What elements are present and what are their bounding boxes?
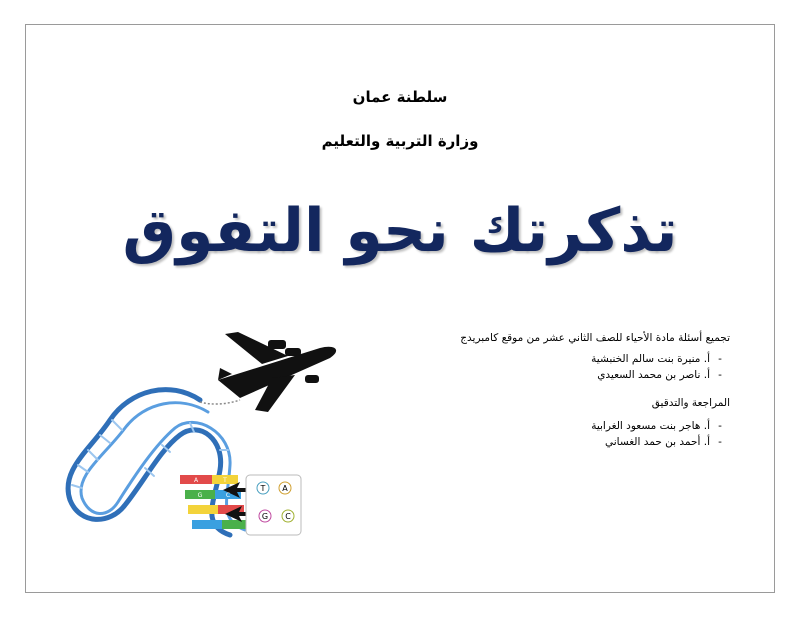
review-heading: المراجعة والتدقيق <box>651 397 730 409</box>
credits-block <box>440 332 730 464</box>
svg-text:A: A <box>193 477 199 484</box>
svg-text:C: C <box>225 492 231 499</box>
country-name: سلطنة عمان <box>352 88 448 106</box>
compilers-list <box>440 353 730 381</box>
page-title: تذكرتك نحو التفوق <box>122 196 678 266</box>
nucleotide-box <box>246 475 301 535</box>
airplane-icon <box>218 332 336 412</box>
compilation-heading: تجميع أسئلة مادة الأحياء للصف الثاني عشر من موقع كامبريدج <box>460 332 730 344</box>
svg-text:A: A <box>282 484 288 493</box>
dna-airplane-illustration <box>50 320 350 545</box>
svg-text:T: T <box>260 484 266 493</box>
compiler-name: أ. ناصر بن محمد السعيدي <box>597 369 710 381</box>
list-item: -أ. منيرة بنت سالم الخنبشية <box>591 353 722 365</box>
list-item: -أ. هاجر بنت مسعود الغرابية <box>591 420 722 432</box>
reviewers-list <box>440 420 730 448</box>
reviewer-name: أ. أحمد بن حمد الغساني <box>604 436 710 448</box>
svg-text:T: T <box>223 477 227 484</box>
svg-text:G: G <box>197 492 203 499</box>
compiler-name: أ. منيرة بنت سالم الخنبشية <box>591 353 710 365</box>
reviewer-name: أ. هاجر بنت مسعود الغرابية <box>591 420 710 432</box>
svg-text:G: G <box>261 512 269 521</box>
list-item: -أ. أحمد بن حمد الغساني <box>604 436 722 448</box>
ministry-name: وزارة التربية والتعليم <box>321 132 479 150</box>
svg-text:C: C <box>285 512 291 521</box>
list-item: -أ. ناصر بن محمد السعيدي <box>597 369 722 381</box>
